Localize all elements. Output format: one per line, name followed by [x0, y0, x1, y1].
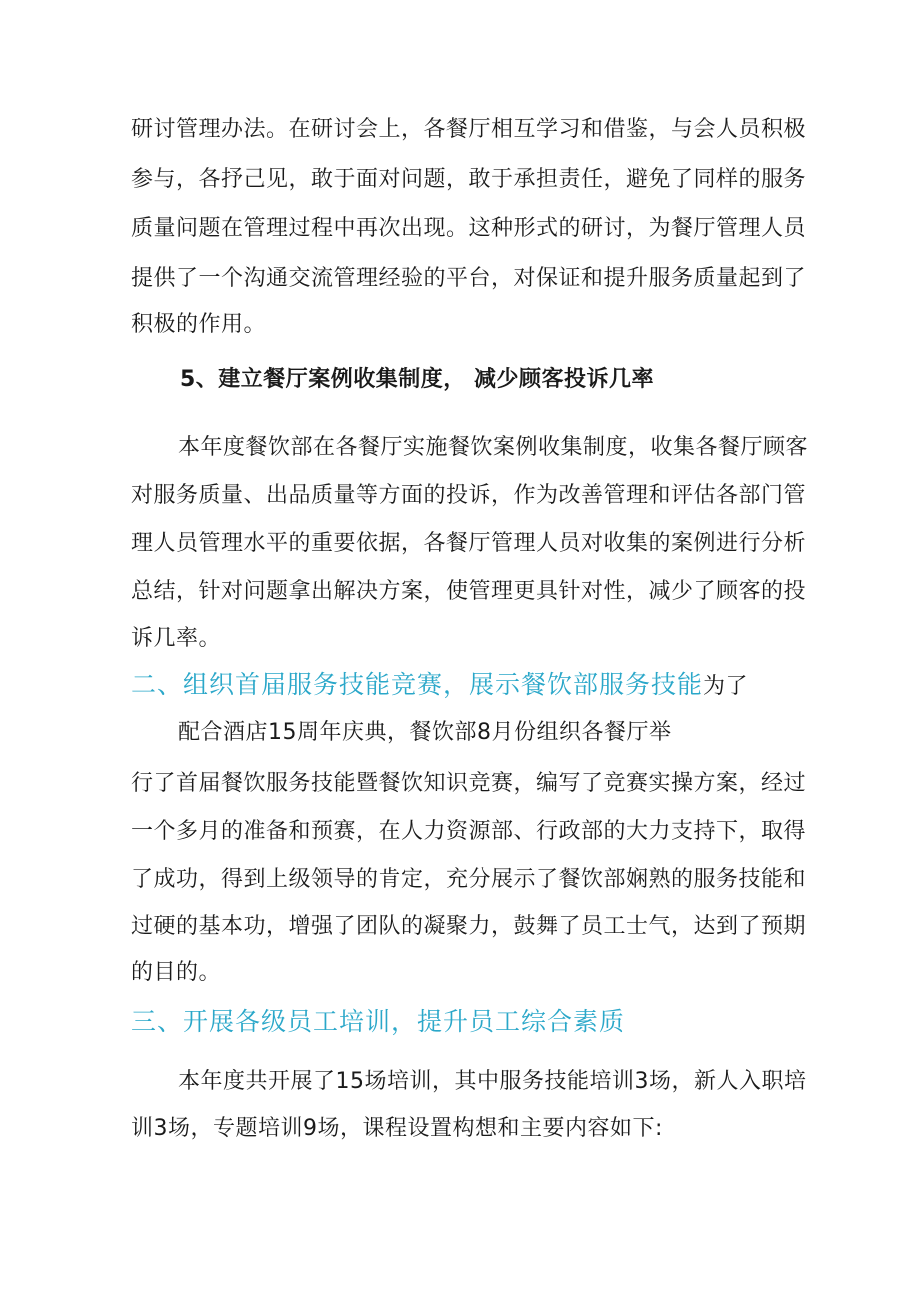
paragraph-line: 了成功，得到上级领导的肯定，充分展示了餐饮部娴熟的服务技能和 — [131, 867, 807, 892]
paragraph-line: 一个多月的准备和预赛，在人力资源部、行政部的大力支持下，取得 — [131, 819, 807, 844]
paragraph-line: 行了首届餐饮服务技能暨餐饮知识竞赛，编写了竞赛实操方案，经过 — [131, 771, 807, 796]
section-heading: 三、开展各级员工培训，提升员工综合素质 — [131, 1007, 626, 1036]
paragraph-line: 本年度共开展了15场培训，其中服务技能培训3场，新人入职培 — [178, 1069, 807, 1094]
paragraph-line: 参与，各抒己见，敢于面对问题，敢于承担责任，避免了同样的服务 — [131, 167, 807, 192]
section-heading-title: 二、组织首届服务技能竞赛，展示餐饮部服务技能 — [131, 670, 704, 699]
paragraph-line: 质量问题在管理过程中再次出现。这种形式的研讨，为餐厅管理人员 — [131, 216, 807, 241]
paragraph-line: 对服务质量、出品质量等方面的投诉，作为改善管理和评估各部门管 — [131, 483, 807, 508]
paragraph-line: 总结，针对问题拿出解决方案，使管理更具针对性，减少了顾客的投 — [131, 579, 807, 604]
paragraph-line: 研讨管理办法。在研讨会上，各餐厅相互学习和借鉴，与会人员积极 — [131, 117, 807, 142]
paragraph-line: 理人员管理水平的重要依据，各餐厅管理人员对收集的案例进行分析 — [131, 531, 807, 556]
paragraph-line: 积极的作用。 — [131, 312, 267, 337]
paragraph-line: 过硬的基本功，增强了团队的凝聚力，鼓舞了员工士气，达到了预期 — [131, 914, 807, 939]
paragraph-line: 配合酒店15周年庆典，餐饮部8月份组织各餐厅举 — [178, 720, 672, 745]
paragraph-line: 诉几率。 — [131, 626, 222, 651]
section-subheading: 5、建立餐厅案例收集制度， 减少顾客投诉几率 — [180, 367, 654, 392]
section-heading — [131, 668, 748, 704]
paragraph-line: 本年度餐饮部在各餐厅实施餐饮案例收集制度，收集各餐厅顾客 — [178, 435, 809, 460]
paragraph-line: 提供了一个沟通交流管理经验的平台，对保证和提升服务质量起到了 — [131, 266, 807, 291]
paragraph-line: 的目的。 — [131, 960, 222, 985]
section-heading-tail: 为了 — [703, 674, 749, 699]
paragraph-line: 训3场，专题培训9场，课程设置构想和主要内容如下: — [131, 1116, 663, 1141]
